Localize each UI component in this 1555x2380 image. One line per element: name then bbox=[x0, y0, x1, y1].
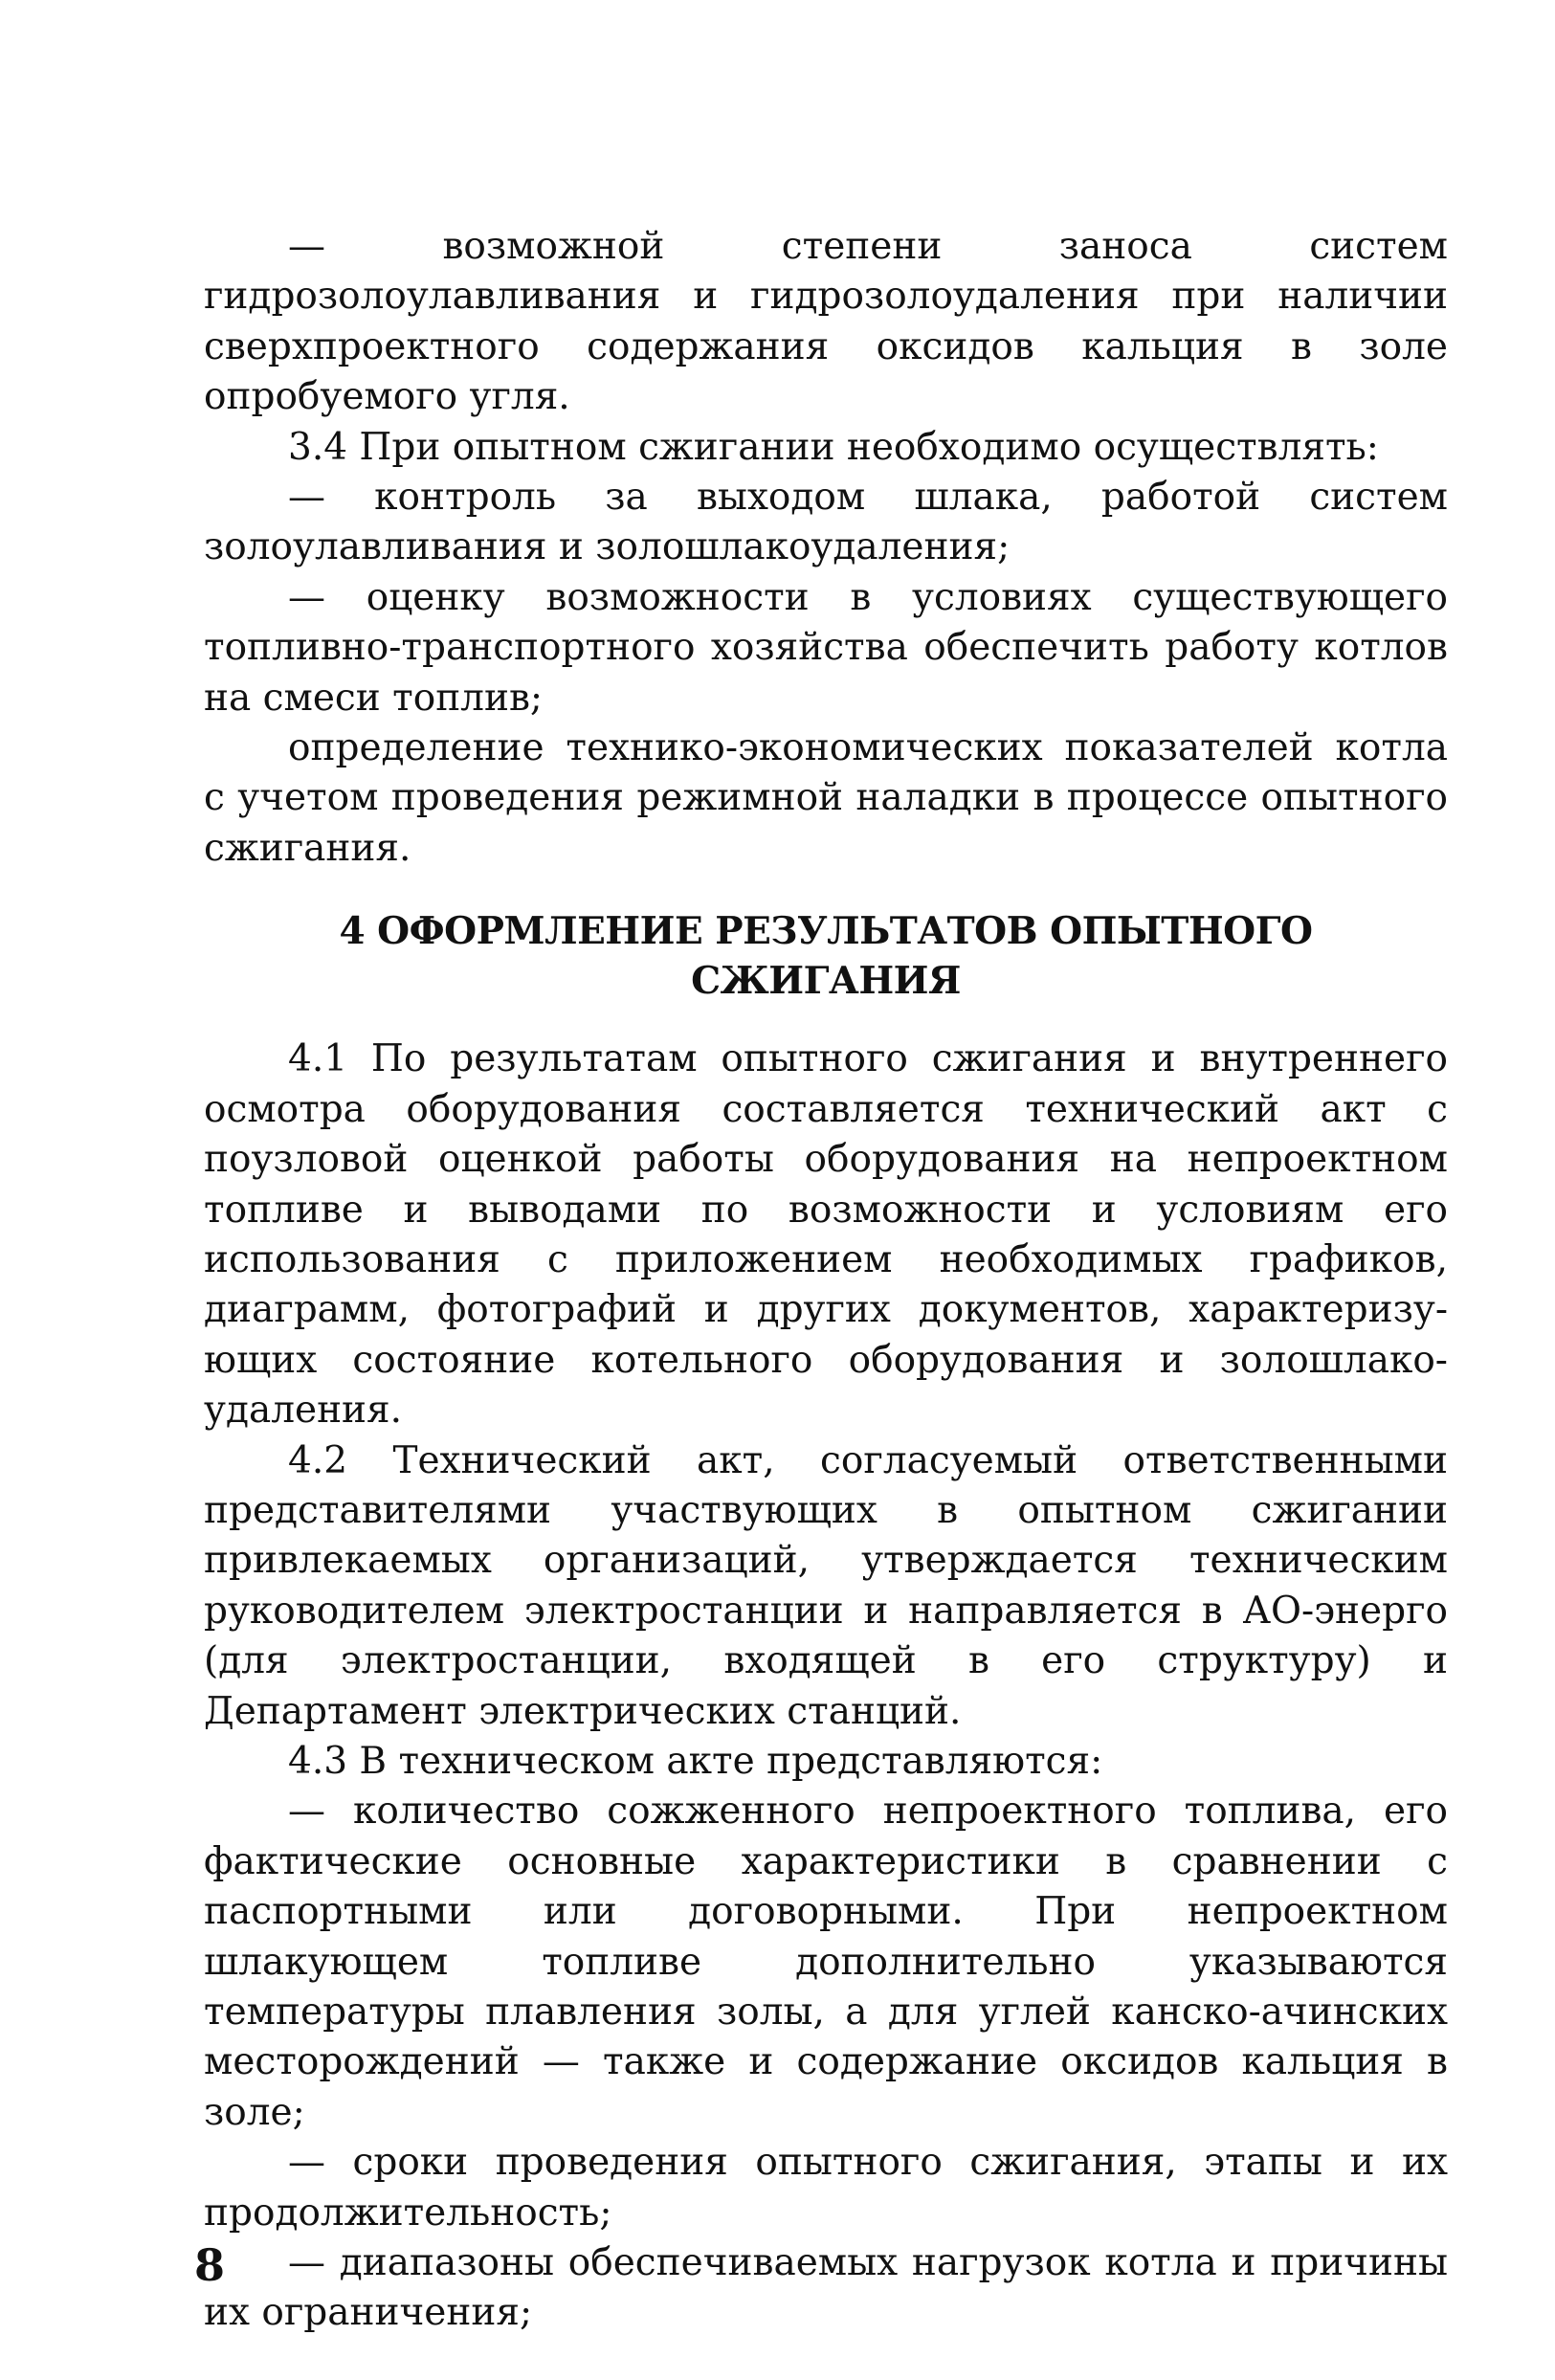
page-content bbox=[204, 222, 1448, 2339]
paragraph-fuel-quantity: — количество сожженного непроектного топлива, его фактические основные характеристики в сравнении с паспортными или договорными. При непроектном шлакующем топливе дополнительно указываются температуры плавления золы, а для углей канско-ачинских месторождений — также и содержание оксидов кальция в золе; bbox=[204, 1790, 1448, 2134]
paragraph-load-ranges: — диапазоны обеспечиваемых нагрузок котла и причины их ограничения; bbox=[204, 2241, 1448, 2335]
paragraph-test-duration: — сроки проведения опытного сжигания, этапы и их продолжительность; bbox=[204, 2141, 1448, 2235]
paragraph-slag-control: — контроль за выходом шлака, работой систем золоулавливания и золошлакоудаления; bbox=[204, 476, 1448, 569]
section-heading: 4 ОФОРМЛЕНИЕ РЕЗУЛЬТАТОВ ОПЫТНОГО СЖИГАНИЯ bbox=[339, 909, 1313, 1004]
paragraph-4-3: 4.3 В техническом акте представляются: bbox=[288, 1739, 1103, 1783]
paragraph-3-4-heading: 3.4 При опытном сжигании необходимо осуществлять: bbox=[288, 425, 1379, 469]
page-number: 8 bbox=[194, 2239, 226, 2291]
paragraph-4-1: 4.1 По результатам опытного сжигания и внутреннего осмотра оборудования составляется технический акт с поузловой оценкой работы оборудования на непроектном топливе и выводами по возможности и условиям его использования с приложением необходимых графиков, диаграмм, фотографий и других документов, характеризу-ющих состояние котельного оборудования и золошлако-удаления. bbox=[204, 1037, 1448, 1433]
paragraph-fuel-transport: — оценку возможности в условиях существующего топливно-транспортного хозяйства обеспечить работу котлов на смеси топлив; bbox=[204, 575, 1448, 720]
paragraph-4-2: 4.2 Технический акт, согласуемый ответственными представителями участвующих в опытном сжигании привлекаемых организаций, утверждается техническим руководителем электростанции и направляется в АО-энерго (для электростанции, входящей в его структуру) и Департамент электрических станций. bbox=[204, 1438, 1448, 1733]
paragraph-calcium-oxide-risk: — возможной степени заноса систем гидрозолоулавливания и гидрозолоудаления при наличии сверхпроектного содержания оксидов кальция в золе опробуемого угля. bbox=[204, 225, 1448, 419]
paragraph-economic-indicators: определение технико-экономических показателей котла с учетом проведения режимной наладки в процессе опытного сжигания. bbox=[204, 726, 1448, 870]
